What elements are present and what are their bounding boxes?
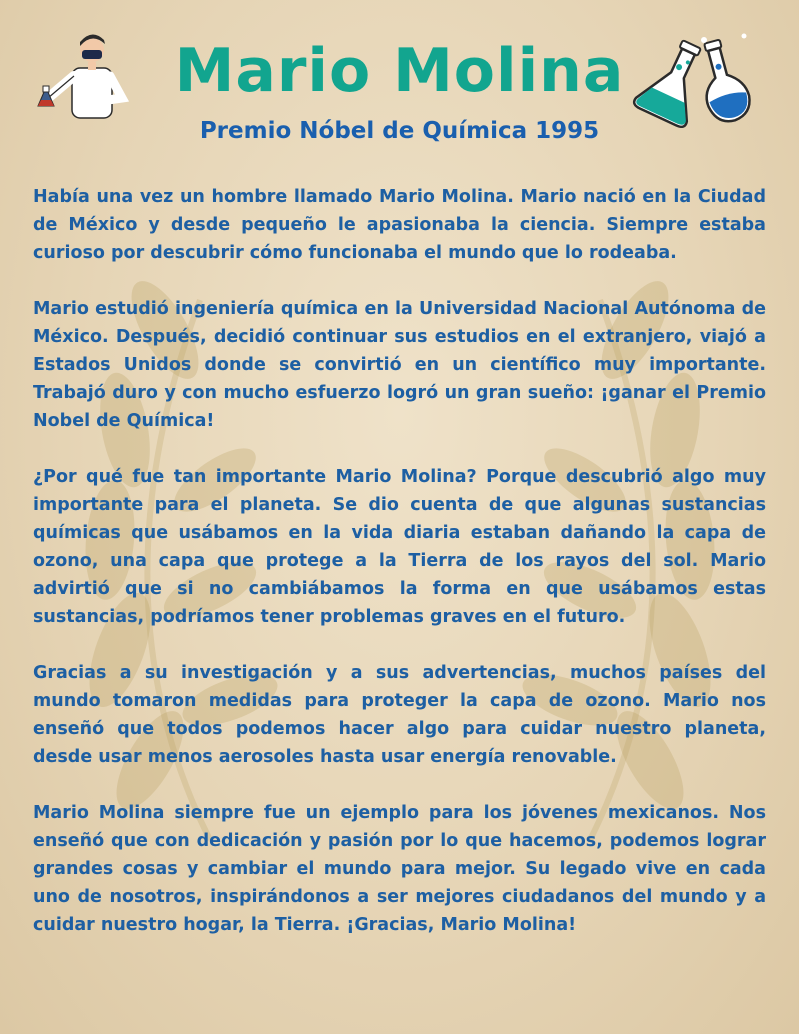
paragraph-5: Mario Molina siempre fue un ejemplo para los jóvenes mexicanos. Nos enseñó que con dedicación y pasión por lo que hacemos, podemos lograr grandes cosas y cambiar el mundo para mejor. Su legado vive en cada uno de nosotros, inspirándonos a ser mejores ciudadanos del mundo y a cuidar nuestro hogar, la Tierra. ¡Gracias, Mario Molina! [33, 803, 766, 935]
page-subtitle: Premio Nóbel de Química 1995 [199, 118, 600, 144]
paragraph-4: Gracias a su investigación y a sus advertencias, muchos países del mundo tomaron medidas para proteger la capa de ozono. Mario nos enseñó que todos podemos hacer algo para cuidar nuestro planeta, desde usar menos aerosoles hasta usar energía renovable. [33, 663, 766, 767]
story-body [33, 183, 766, 967]
paragraph-3: ¿Por qué fue tan importante Mario Molina? Porque descubrió algo muy importante para el planeta. Se dio cuenta de que algunas sustancias químicas que usábamos en la vida diaria estaban dañando la capa de ozono, una capa que protege a la Tierra de los rayos del sol. Mario advirtió que si no cambiábamos la forma en que usábamos estas sustancias, podríamos tener problemas graves en el futuro. [33, 467, 766, 627]
paragraph-2: Mario estudió ingeniería química en la Universidad Nacional Autónoma de México. Después, decidió continuar sus estudios en el extranjero, viajó a Estados Unidos donde se convirtió en un científico muy importante. Trabajó duro y con mucho esfuerzo logró un gran sueño: ¡ganar el Premio Nobel de Química! [33, 299, 766, 431]
page-title: Mario Molina [174, 36, 625, 106]
paragraph-1: Había una vez un hombre llamado Mario Molina. Mario nació en la Ciudad de México y desde pequeño le apasionaba la ciencia. Siempre estaba curioso por descubrir cómo funcionaba el mundo que lo rodeaba. [33, 187, 766, 263]
